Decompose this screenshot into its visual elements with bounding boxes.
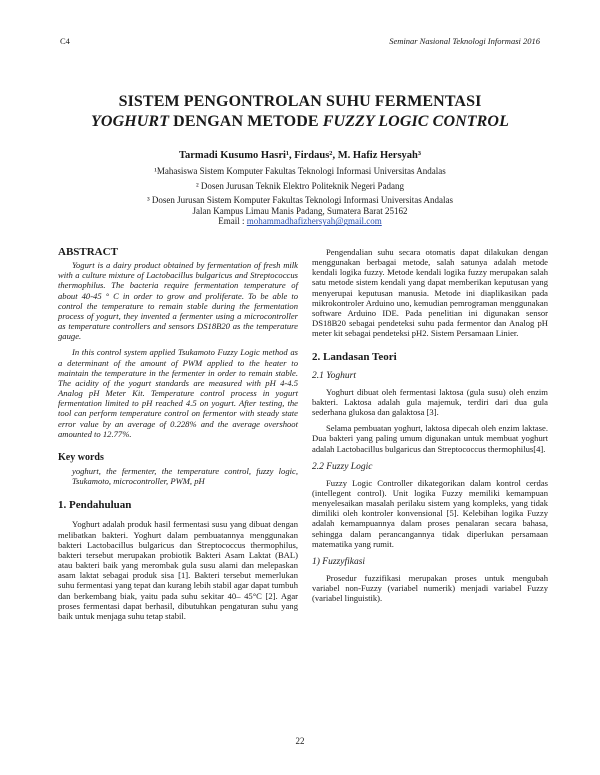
title-line-2 xyxy=(40,112,560,132)
email-label: Email : xyxy=(218,216,247,227)
page-number: 22 xyxy=(295,736,305,746)
subsection-2-2-paragraph: Fuzzy Logic Controller dikategorikan dalam kontrol cerdas (intellegent control). Unit logika Fuzzy memiliki kemampuan menyelesaikan masalah perilaku sistem yang kompleks, yang tidak dimiliki oleh kontroler konvensional [5]. Kelebihan logika Fuzzy adalah kemampuannya dalam proses penalaran secara bahasa, sehingga dalam perancangannya tidak diperlukan persamaan matematika yang rumit. xyxy=(312,477,548,549)
affiliation-1: ¹Mahasiswa Sistem Komputer Fakultas Teknologi Informasi Universitas Andalas xyxy=(154,166,446,176)
subsection-2-1-heading: 2.1 Yoghurt xyxy=(312,370,356,381)
subsubsection-1-heading: 1) Fuzzyfikasi xyxy=(312,556,366,567)
section-1-heading: 1. Pendahuluan xyxy=(58,499,132,512)
keywords-heading: Key words xyxy=(58,451,104,463)
email-line xyxy=(50,216,550,227)
header-right: Seminar Nasional Teknologi Informasi 2016 xyxy=(389,36,540,46)
abstract-paragraph-1: Yogurt is a dairy product obtained by fermentation of fresh milk with a culture mixture of Lactobacillus bulgaricus and Streptococcus thermophilus. The bacteria require fermentation temperature of about 40-45 ° C in order to grow and proliferate. To be able to control the temperature to remain stable during the fermentation process of yogurt, they invented a fermenter using a microcontroller as temperature controllers and sensors DS18B20 as the temperature gauge. xyxy=(58,260,298,342)
subsubsection-1-paragraph: Prosedur fuzzifikasi merupakan proses untuk mengubah variabel non-Fuzzy (variabel numerik) menjadi variabel Fuzzy (variabel linguistik). xyxy=(312,573,548,604)
left-column xyxy=(58,247,298,621)
section-1-paragraph: Yoghurt adalah produk hasil fermentasi susu yang dibuat dengan melibatkan bakteri. Yoghurt dalam pembuatannya menggunakan bakteri Lactobacillus bulgaricus dan Streptococcus thermophilus, bakteri tersebut merupakan probiotik Bakteri Asam Laktat (BAL) atau bakteri baik yang merombak gula susu alami dan melepaskan asam laktat sebagai produk sisa [1]. Bakteri tersebut memerlukan suhu fermentasi yang tepat dan kurang lebih stabil agar dapat tumbuh dan berkembang biak, yaitu pada suhu sekitar 40– 45°C [2]. Agar proses fermentasi dapat berhasil, dibutuhkan pengaturan suhu yang baik untuk menjaga suhu tetap stabil. xyxy=(58,519,298,621)
section-2-heading: 2. Landasan Teori xyxy=(312,351,397,364)
affiliations xyxy=(50,166,550,227)
abstract-paragraph-2: In this control system applied Tsukamoto Fuzzy Logic method as a determinant of the amount of PWM applied to the heater to maintain the temperature in the fermenter in order to remain stable. The acidity of the yogurt standards are measured with pH 4-4.5 Analog pH Meter Kit. Temperature control process in yogurt fermentation limited to pH reached 4.5 on yogurt. After testing, the tool can perform temperature control on fermentor with steady state error value by an average of 0.228% and the average overshoot amounted to 12.77%. xyxy=(58,347,298,439)
affiliation-2: ² Dosen Jurusan Teknik Elektro Politeknik Negeri Padang xyxy=(195,180,405,191)
subsection-2-1-paragraph-1: Yoghurt dibuat oleh fermentasi laktosa (gula susu) oleh enzim bakteri. Laktosa adalah gula majemuk, terdiri dari dua gula sederhana glukosa dan galaktosa [3]. xyxy=(312,386,548,418)
subsection-2-1-paragraph-2: Selama pembuatan yoghurt, laktosa dipecah oleh enzim laktase. Dua bakteri yang paling umum digunakan untuk membuat yoghurt adalah Lactobacillus bulgaricus dan Streptococcus thermophilus[4]. xyxy=(312,423,548,454)
paper-title xyxy=(40,92,560,132)
right-column xyxy=(312,247,548,604)
title-yoghurt: YOGHURT xyxy=(91,113,170,130)
authors: Tarmadi Kusumo Hasri¹, Firdaus², M. Hafiz Hersyah³ xyxy=(178,150,422,161)
abstract-heading: ABSTRACT xyxy=(58,246,118,258)
subsection-2-2-heading: 2.2 Fuzzy Logic xyxy=(312,461,373,472)
intro-continued-paragraph: Pengendalian suhu secara otomatis dapat dilakukan dengan menggunakan berbagai metode, salah satunya adalah metode kendali logika fuzzy. Metode kendali logika fuzzy merupakan salah satu metode sistem kendali yang dapat memberikan keputusan yang menyerupai keputusan manusia. Metode ini diaplikasikan pada mikrokontroler Arduino uno, kemudian pemrograman menggunakan software Arduino IDE. Pada penelitian ini digunakan sensor DS18B20 sebagai pendeteksi suhu pada fermentor dan Analog pH meter kit sebagai pendeteksi pH2. Sistem Persamaan Linier. xyxy=(312,247,548,339)
title-fuzzy: FUZZY LOGIC CONTROL xyxy=(322,113,509,130)
keywords-text: yoghurt, the fermenter, the temperature control, fuzzy logic, Tsukamoto, microcontroller, PWM, pH xyxy=(72,465,298,487)
title-middle: DENGAN METODE xyxy=(169,113,323,130)
affiliation-3: ³ Dosen Jurusan Sistem Komputer Fakultas Teknologi Informasi Universitas Andalas xyxy=(146,195,454,206)
email-link[interactable]: mohammadhafizhersyah@gmail.com xyxy=(246,216,382,227)
header-left: C4 xyxy=(60,36,70,46)
affiliation-3-address: Jalan Kampus Limau Manis Padang, Sumatera Barat 25162 xyxy=(192,205,408,216)
title-line-1: SISTEM PENGONTROLAN SUHU FERMENTASI xyxy=(118,93,482,110)
